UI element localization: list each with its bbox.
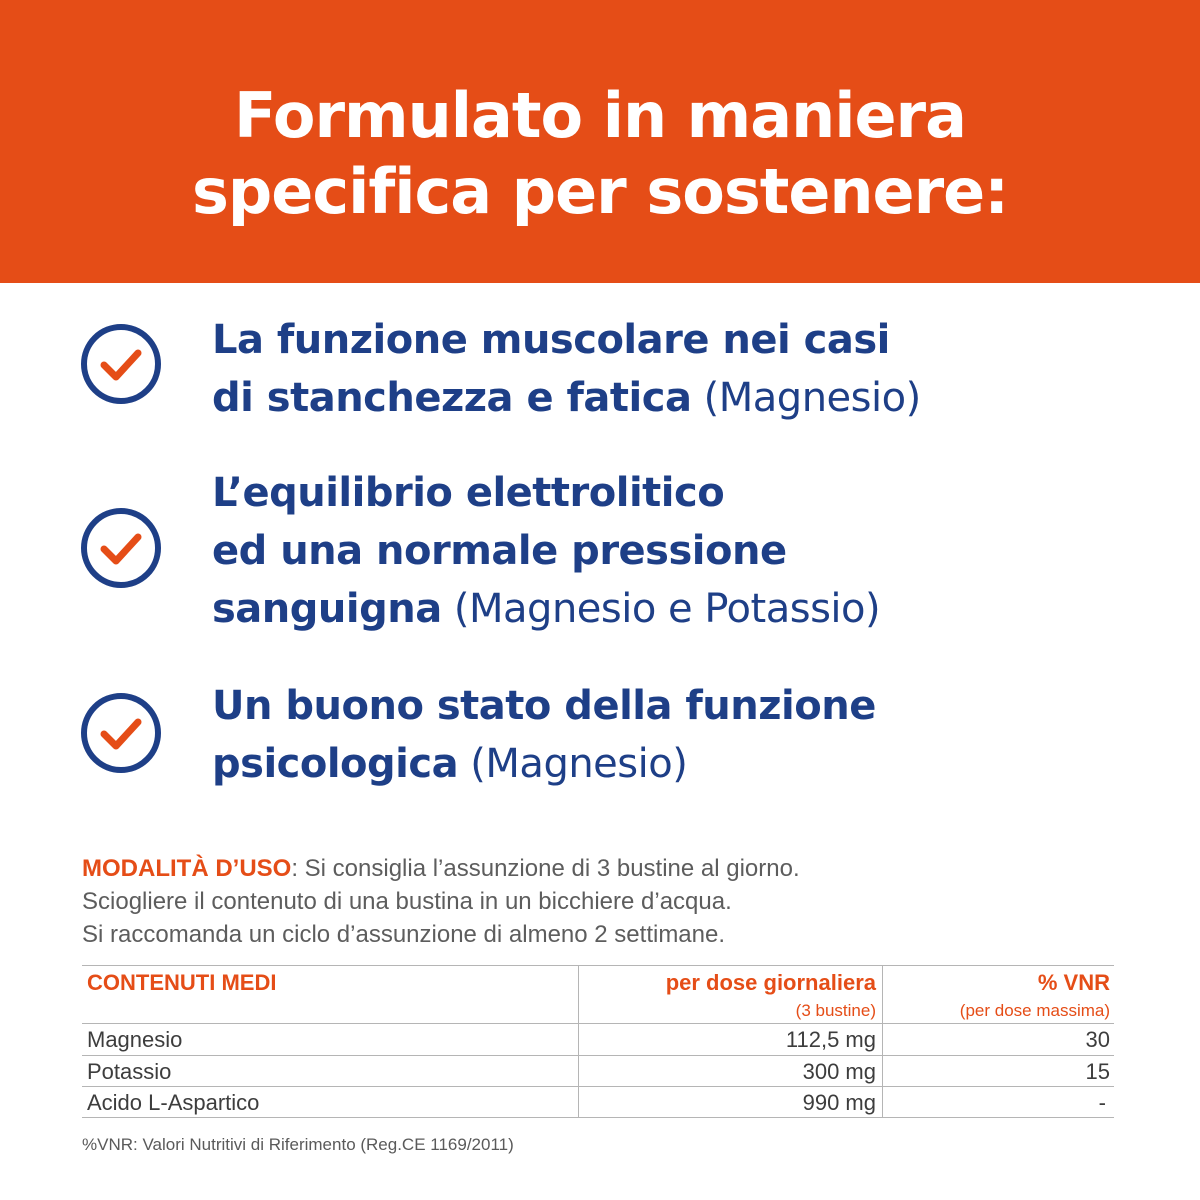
check-circle-icon [80,507,162,589]
table-divider [882,965,883,1118]
benefit-text [212,677,1172,793]
benefit-line: sanguigna [212,586,442,632]
table-divider [578,965,579,1118]
benefit-line: Un buono stato della funzione [212,683,876,729]
benefit-source: (Magnesio) [691,375,921,421]
table-row-name: Magnesio [87,1027,183,1052]
table-row-dose: 300 mg [802,1059,876,1084]
benefit-line: L’equilibrio elettrolitico [212,470,725,516]
table-row-name: Acido L-Aspartico [87,1090,260,1115]
table-divider [82,1117,1114,1118]
table-divider [82,1086,1114,1087]
table-row-name: Potassio [87,1059,172,1084]
benefit-line: di stanchezza e fatica [212,375,692,421]
footnote: %VNR: Valori Nutritivi di Riferimento (Reg.CE 1169/2011) [82,1135,514,1154]
nutrition-table [82,965,1114,1118]
check-circle-icon [80,692,162,774]
table-divider [82,1023,1114,1024]
table-header-dose-sub: (3 bustine) [795,1001,876,1020]
usage-line: Sciogliere il contenuto di una bustina in un bicchiere d’acqua. [82,888,732,915]
benefit-line: La funzione muscolare nei casi [212,317,890,363]
table-row-vnr: 15 [1085,1059,1110,1084]
table-row-dose: 112,5 mg [785,1027,876,1052]
table-header-name: CONTENUTI MEDI [87,970,277,995]
usage-label: MODALITÀ D’USO [82,855,292,882]
usage-instructions [82,852,1122,951]
benefit-line: ed una normale pressione [212,528,787,574]
table-divider [82,965,1114,966]
benefit-source: (Magnesio e Potassio) [441,586,881,632]
table-row-vnr: 30 [1085,1027,1110,1052]
table-header-vnr-sub: (per dose massima) [959,1001,1110,1020]
benefit-line: psicologica [212,741,459,787]
check-circle-icon [80,323,162,405]
benefit-text [212,464,1172,638]
benefit-source: (Magnesio) [458,741,688,787]
table-header-vnr: % VNR [1037,970,1110,995]
usage-line: : Si consiglia l’assunzione di 3 bustine al giorno. [291,855,800,882]
page-title-line-2: specifica per sostenere: [191,155,1009,228]
usage-line: Si raccomanda un ciclo d’assunzione di almeno 2 settimane. [82,921,726,948]
table-row-vnr: - [1098,1090,1106,1115]
table-row-dose: 990 mg [802,1090,876,1115]
page-title-line-1: Formulato in maniera [234,79,966,152]
benefit-text [212,311,1172,427]
page-title [0,78,1200,230]
table-divider [82,1055,1114,1056]
table-header-dose: per dose giornaliera [665,970,876,995]
